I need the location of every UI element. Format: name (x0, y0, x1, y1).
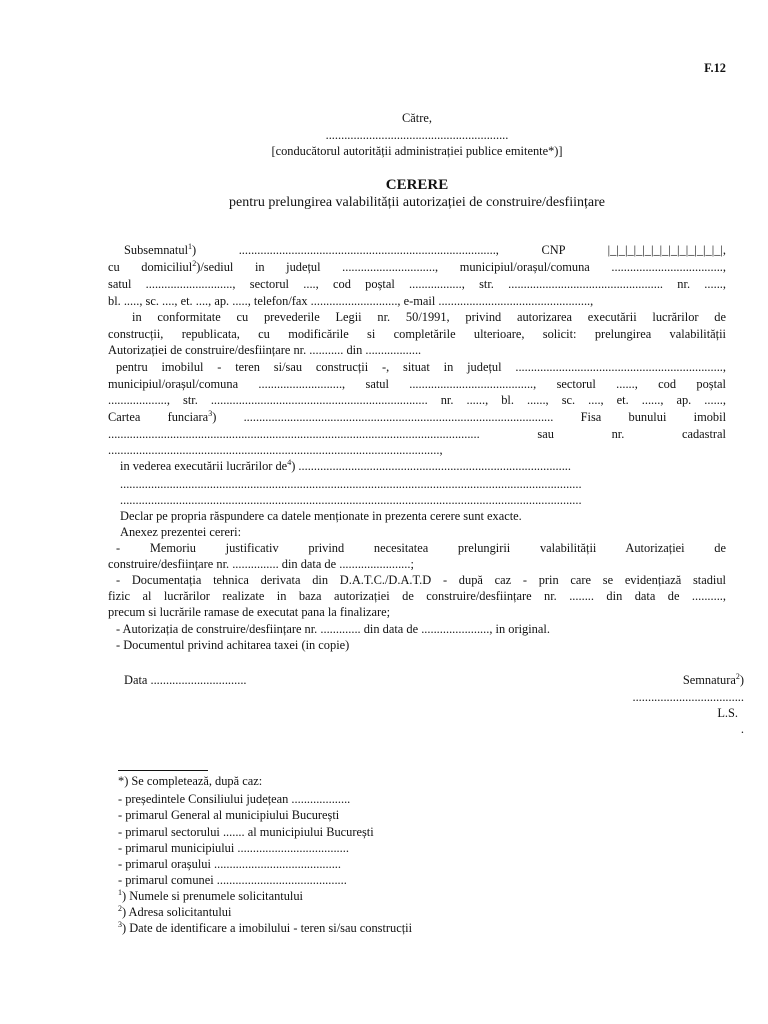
annex-item-1a: - Memoriu justificativ privind necesitatea prelungirii valabilității Autorizației de (116, 541, 726, 555)
footnote-2: $^2$) Adresa solicitantului (118, 904, 232, 919)
works-dots-2: ..................................................................................................................................................... (120, 493, 582, 507)
cadastral-line: ........................................................................................................................ sau nr. cadastral (108, 427, 726, 441)
property-line-1: pentru imobilul - teren si/sau construcții -, situat in județul ..................................................................., (116, 360, 726, 374)
seal-dot: . (740, 722, 744, 736)
seal-label: L.S. (717, 706, 738, 720)
annex-item-4: - Documentul privind achitarea taxei (in copie) (116, 638, 350, 652)
address-line: satul ............................, sectorul ...., cod poștal ................., str. .................................................. nr. ......, (108, 277, 726, 291)
property-line-3: ..................., str. ...................................................................... nr. ......, bl. ......, sc. ...., et. ......, ap. ......, (108, 393, 726, 407)
footnote-item: - primarul comunei .......................................... (118, 873, 347, 887)
applicant-name-line: Subsemnatul$^1$) ..................................................................................., CNP |_|_|_|_|_|_|_|_|_|_|_|_|_|, (124, 242, 726, 257)
document-title: CERERE (385, 177, 449, 193)
authorization-line: Autorizației de construire/desființare nr. ........... din .................. (108, 343, 422, 357)
addressee-dots: ........................................................... (325, 128, 509, 142)
footnote-item: - primarul municipiului .................................... (118, 841, 349, 855)
annex-item-2b: fizic al lucrărilor realizate in baza autorizației de construire/desființare nr. ........ din data de .........., (108, 589, 726, 603)
cadastral-dots-line: ..........................................................................................................., (108, 443, 443, 457)
addressee-authority: [conducătorul autorității administrației publice emitente*)] (271, 144, 563, 158)
footnote-item: - primarul orașului ......................................... (118, 857, 342, 871)
annex-heading: Anexez prezentei cereri: (120, 525, 242, 539)
property-line-2: municipiul/orașul/comuna ..........................., satul ........................................, sectorul ......, cod poștal (108, 377, 726, 391)
footnote-1: $^1$) Numele si prenumele solicitantului (118, 888, 303, 903)
document-subtitle: pentru prelungirea valabilității autorizației de construire/desființare (229, 195, 605, 210)
works-line: in vederea executării lucrărilor $de^4$) ........................................................................................ (120, 458, 572, 473)
annex-item-2a: - Documentația tehnica derivata din D.A.T.C./D.A.T.D - după caz - prin care se evidențiază stadiul (116, 573, 726, 587)
declaration-line: Declar pe propria răspundere ca datele menționate in prezenta cerere sunt exacte. (120, 509, 522, 523)
footnote-star: *) Se completează, după caz: (118, 774, 263, 788)
signature-label: Semnatura$^2$) (682, 672, 744, 687)
footnote-separator (118, 770, 208, 771)
footnote-3: $^3$) Date de identificare a imobilului - teren si/sau construcții (118, 920, 413, 935)
signature-dots: .................................... (632, 690, 744, 704)
contact-line: bl. ....., sc. ...., et. ...., ap. ....., telefon/fax ............................, e-mail ................................................., (108, 294, 594, 308)
annex-item-2c: precum si lucrările ramase de executat pana la finalizare; (108, 605, 391, 619)
addressee-to: Către, (402, 111, 432, 125)
works-dots-1: ..................................................................................................................................................... (120, 477, 582, 491)
footnote-item: - primarul General al municipiului București (118, 808, 340, 822)
date-field: Data ............................... (124, 673, 247, 687)
law-line-2: construcții, republicata, cu modificările si completările ulterioare, solicit: prelungirea valabilității (108, 327, 726, 341)
footnote-item: - primarul sectorului ....... al municipiului București (118, 825, 374, 839)
domicile-line: cu domiciliul$^2$)/sediul in județul .............................., municipiul/orașul/comuna ...................................., (108, 259, 726, 274)
land-register-line: Cartea funciara$^3$) .................................................................................................... Fisa bunului imobil (108, 409, 726, 424)
footnote-item: - președintele Consiliului județean ................... (118, 792, 351, 806)
form-code: F.12 (704, 61, 726, 75)
annex-item-3: - Autorizația de construire/desființare nr. ............. din data de ......................, in original. (116, 622, 550, 636)
annex-item-1b: construire/desființare nr. ............... din data de .......................; (108, 557, 414, 571)
law-line-1: in conformitate cu prevederile Legii nr. 50/1991, privind autorizarea executării lucrărilor de (132, 310, 726, 324)
